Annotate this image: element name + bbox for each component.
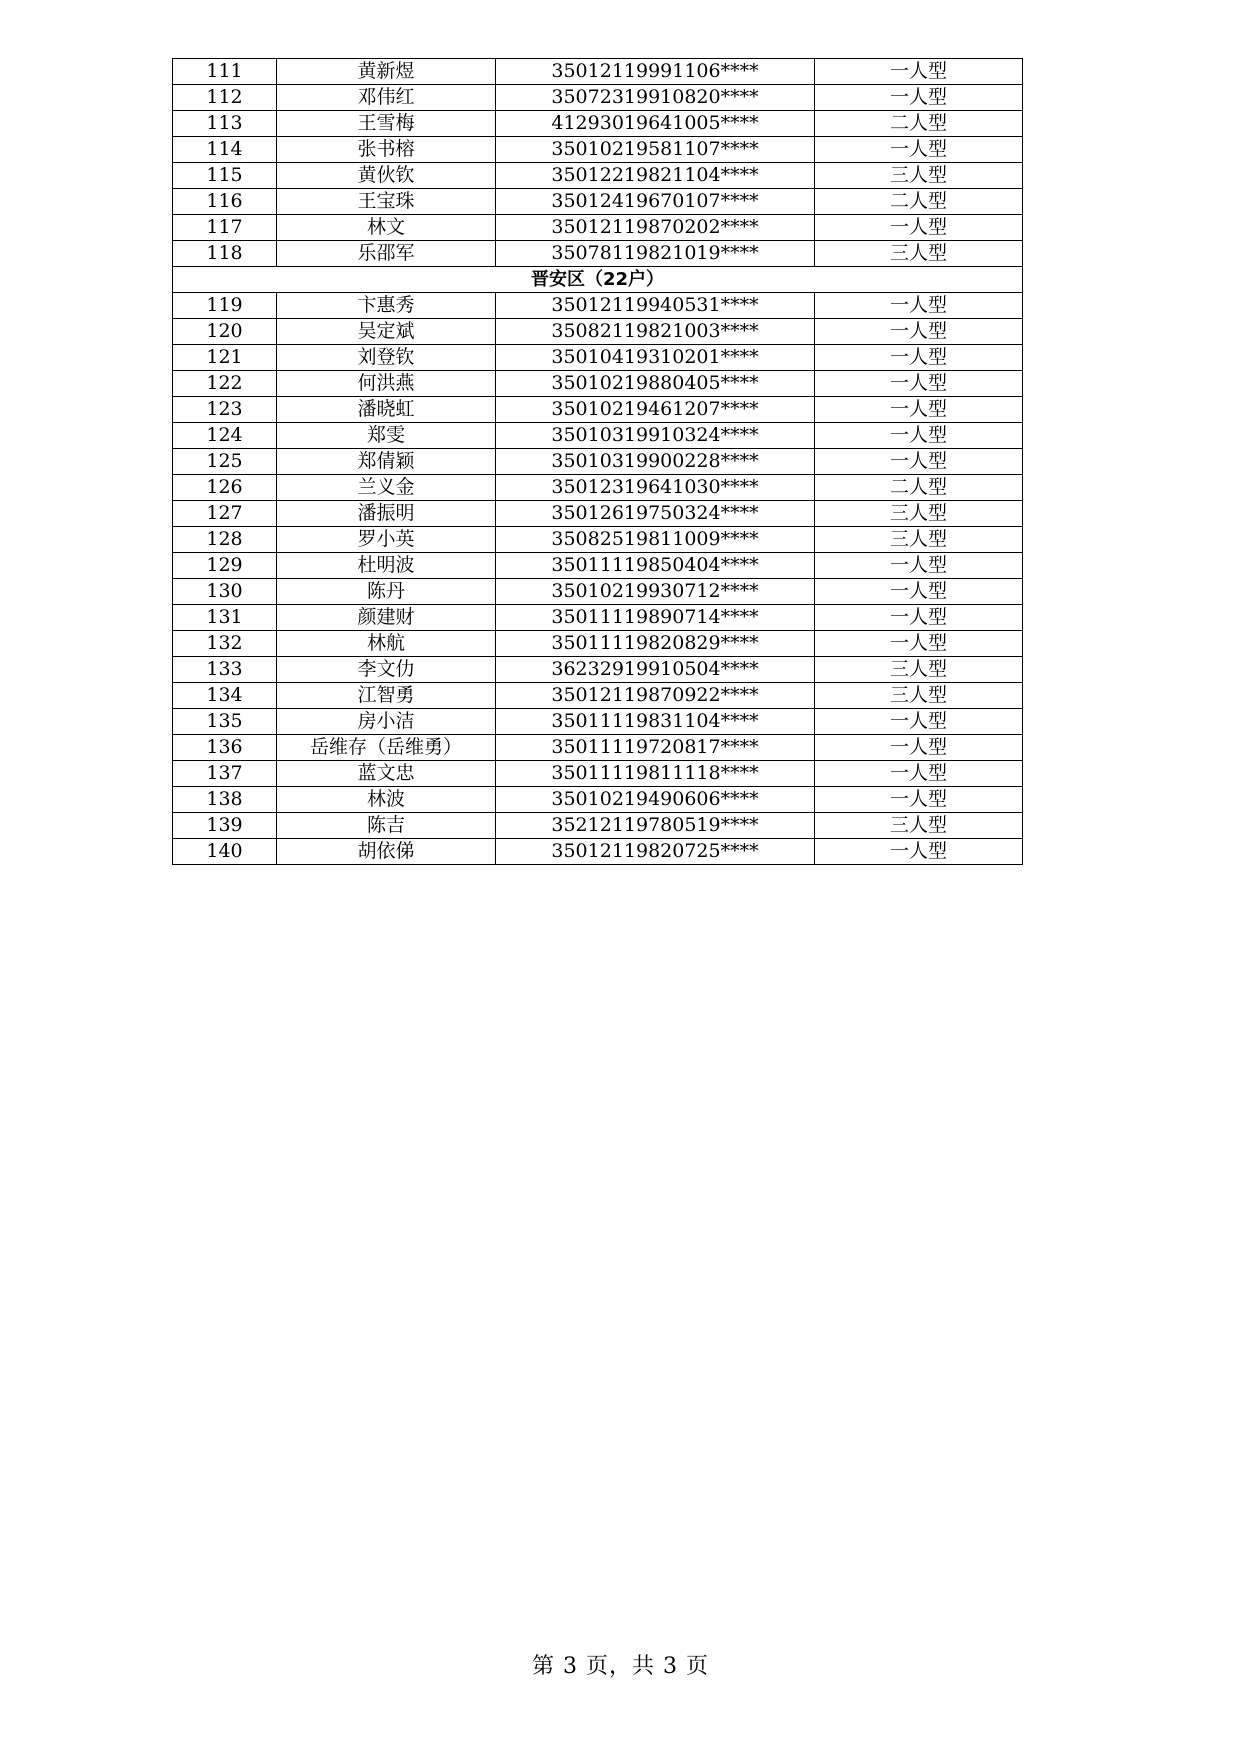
id-number-cell: 35012619750324**** (496, 501, 815, 527)
row-number-cell: 114 (173, 137, 277, 163)
id-number-cell: 35012119870922**** (496, 683, 815, 709)
row-number-cell: 139 (173, 813, 277, 839)
table-row (173, 631, 1023, 657)
id-number-cell: 35072319910820**** (496, 85, 815, 111)
id-number-cell: 35082519811009**** (496, 527, 815, 553)
household-type-cell: 一人型 (815, 735, 1023, 761)
household-type-cell: 一人型 (815, 59, 1023, 85)
person-name-cell: 李文仂 (277, 657, 496, 683)
person-name-cell: 岳维存（岳维勇） (277, 735, 496, 761)
household-type-cell: 一人型 (815, 449, 1023, 475)
household-type-cell: 一人型 (815, 345, 1023, 371)
id-number-cell: 41293019641005**** (496, 111, 815, 137)
table-row (173, 657, 1023, 683)
household-type-cell: 一人型 (815, 839, 1023, 865)
id-number-cell: 35012219821104**** (496, 163, 815, 189)
person-name-cell: 林波 (277, 787, 496, 813)
row-number-cell: 124 (173, 423, 277, 449)
section-header-row (173, 267, 1023, 293)
id-number-cell: 35010219880405**** (496, 371, 815, 397)
id-number-cell: 35011119831104**** (496, 709, 815, 735)
id-number-cell: 35011119811118**** (496, 761, 815, 787)
table-row (173, 839, 1023, 865)
section-title: 晋安区（22户） (173, 267, 1023, 293)
row-number-cell: 140 (173, 839, 277, 865)
household-type-cell: 三人型 (815, 241, 1023, 267)
household-type-cell: 一人型 (815, 579, 1023, 605)
id-number-cell: 35010319900228**** (496, 449, 815, 475)
household-type-cell: 三人型 (815, 527, 1023, 553)
row-number-cell: 135 (173, 709, 277, 735)
person-name-cell: 邓伟红 (277, 85, 496, 111)
row-number-cell: 132 (173, 631, 277, 657)
table-row (173, 813, 1023, 839)
household-type-cell: 一人型 (815, 761, 1023, 787)
id-number-cell: 35011119820829**** (496, 631, 815, 657)
row-number-cell: 123 (173, 397, 277, 423)
person-name-cell: 何洪燕 (277, 371, 496, 397)
household-type-cell: 三人型 (815, 501, 1023, 527)
household-type-cell: 一人型 (815, 709, 1023, 735)
id-number-cell: 35078119821019**** (496, 241, 815, 267)
household-type-cell: 三人型 (815, 683, 1023, 709)
table-row (173, 319, 1023, 345)
table-row (173, 85, 1023, 111)
household-roster-table (172, 58, 1023, 865)
id-number-cell: 35010219461207**** (496, 397, 815, 423)
household-type-cell: 一人型 (815, 371, 1023, 397)
id-number-cell: 35012119991106**** (496, 59, 815, 85)
row-number-cell: 115 (173, 163, 277, 189)
id-number-cell: 35012119870202**** (496, 215, 815, 241)
row-number-cell: 136 (173, 735, 277, 761)
row-number-cell: 126 (173, 475, 277, 501)
id-number-cell: 35011119890714**** (496, 605, 815, 631)
household-type-cell: 一人型 (815, 605, 1023, 631)
row-number-cell: 130 (173, 579, 277, 605)
id-number-cell: 35012319641030**** (496, 475, 815, 501)
household-type-cell: 三人型 (815, 163, 1023, 189)
row-number-cell: 137 (173, 761, 277, 787)
row-number-cell: 128 (173, 527, 277, 553)
table-row (173, 787, 1023, 813)
person-name-cell: 张书榕 (277, 137, 496, 163)
id-number-cell: 35012119940531**** (496, 293, 815, 319)
table-row (173, 553, 1023, 579)
row-number-cell: 133 (173, 657, 277, 683)
table-row (173, 735, 1023, 761)
person-name-cell: 郑倩颖 (277, 449, 496, 475)
row-number-cell: 127 (173, 501, 277, 527)
household-type-cell: 一人型 (815, 397, 1023, 423)
id-number-cell: 35012119820725**** (496, 839, 815, 865)
person-name-cell: 刘登钦 (277, 345, 496, 371)
id-number-cell: 35010419310201**** (496, 345, 815, 371)
person-name-cell: 江智勇 (277, 683, 496, 709)
household-type-cell: 一人型 (815, 319, 1023, 345)
id-number-cell: 35011119720817**** (496, 735, 815, 761)
table-row (173, 189, 1023, 215)
table-row (173, 527, 1023, 553)
row-number-cell: 125 (173, 449, 277, 475)
id-number-cell: 35012419670107**** (496, 189, 815, 215)
household-type-cell: 一人型 (815, 553, 1023, 579)
row-number-cell: 122 (173, 371, 277, 397)
id-number-cell: 35082119821003**** (496, 319, 815, 345)
row-number-cell: 129 (173, 553, 277, 579)
row-number-cell: 138 (173, 787, 277, 813)
row-number-cell: 112 (173, 85, 277, 111)
household-type-cell: 三人型 (815, 813, 1023, 839)
person-name-cell: 王宝珠 (277, 189, 496, 215)
person-name-cell: 潘振明 (277, 501, 496, 527)
person-name-cell: 陈吉 (277, 813, 496, 839)
table-row (173, 241, 1023, 267)
table-row (173, 137, 1023, 163)
person-name-cell: 林航 (277, 631, 496, 657)
person-name-cell: 林文 (277, 215, 496, 241)
household-type-cell: 二人型 (815, 475, 1023, 501)
person-name-cell: 罗小英 (277, 527, 496, 553)
household-type-cell: 二人型 (815, 111, 1023, 137)
id-number-cell: 35010219581107**** (496, 137, 815, 163)
table-row (173, 501, 1023, 527)
person-name-cell: 乐邵军 (277, 241, 496, 267)
row-number-cell: 120 (173, 319, 277, 345)
table-row (173, 449, 1023, 475)
person-name-cell: 颜建财 (277, 605, 496, 631)
row-number-cell: 117 (173, 215, 277, 241)
household-type-cell: 一人型 (815, 215, 1023, 241)
row-number-cell: 113 (173, 111, 277, 137)
person-name-cell: 兰义金 (277, 475, 496, 501)
household-type-cell: 三人型 (815, 657, 1023, 683)
table-row (173, 579, 1023, 605)
id-number-cell: 36232919910504**** (496, 657, 815, 683)
table-row (173, 423, 1023, 449)
id-number-cell: 35010219490606**** (496, 787, 815, 813)
table-row (173, 683, 1023, 709)
page-footer: 第 3 页，共 3 页 (532, 1654, 709, 1679)
person-name-cell: 蓝文忠 (277, 761, 496, 787)
table-row (173, 111, 1023, 137)
person-name-cell: 王雪梅 (277, 111, 496, 137)
table-row (173, 345, 1023, 371)
household-type-cell: 一人型 (815, 137, 1023, 163)
table-row (173, 397, 1023, 423)
row-number-cell: 121 (173, 345, 277, 371)
person-name-cell: 黄伙钦 (277, 163, 496, 189)
table-row (173, 709, 1023, 735)
table-row (173, 163, 1023, 189)
row-number-cell: 131 (173, 605, 277, 631)
id-number-cell: 35212119780519**** (496, 813, 815, 839)
id-number-cell: 35011119850404**** (496, 553, 815, 579)
table-row (173, 215, 1023, 241)
person-name-cell: 卞惠秀 (277, 293, 496, 319)
table-row (173, 475, 1023, 501)
household-type-cell: 一人型 (815, 787, 1023, 813)
household-type-cell: 一人型 (815, 631, 1023, 657)
person-name-cell: 吴定斌 (277, 319, 496, 345)
table-row (173, 293, 1023, 319)
person-name-cell: 黄新煜 (277, 59, 496, 85)
row-number-cell: 111 (173, 59, 277, 85)
table-row (173, 605, 1023, 631)
household-type-cell: 一人型 (815, 85, 1023, 111)
person-name-cell: 胡依俤 (277, 839, 496, 865)
table-row (173, 371, 1023, 397)
row-number-cell: 116 (173, 189, 277, 215)
id-number-cell: 35010319910324**** (496, 423, 815, 449)
row-number-cell: 118 (173, 241, 277, 267)
row-number-cell: 134 (173, 683, 277, 709)
household-type-cell: 一人型 (815, 423, 1023, 449)
table-row (173, 59, 1023, 85)
person-name-cell: 房小洁 (277, 709, 496, 735)
row-number-cell: 119 (173, 293, 277, 319)
household-type-cell: 一人型 (815, 293, 1023, 319)
person-name-cell: 杜明波 (277, 553, 496, 579)
person-name-cell: 潘晓虹 (277, 397, 496, 423)
person-name-cell: 陈丹 (277, 579, 496, 605)
table-row (173, 761, 1023, 787)
person-name-cell: 郑雯 (277, 423, 496, 449)
household-type-cell: 二人型 (815, 189, 1023, 215)
id-number-cell: 35010219930712**** (496, 579, 815, 605)
roster-body (173, 59, 1023, 865)
